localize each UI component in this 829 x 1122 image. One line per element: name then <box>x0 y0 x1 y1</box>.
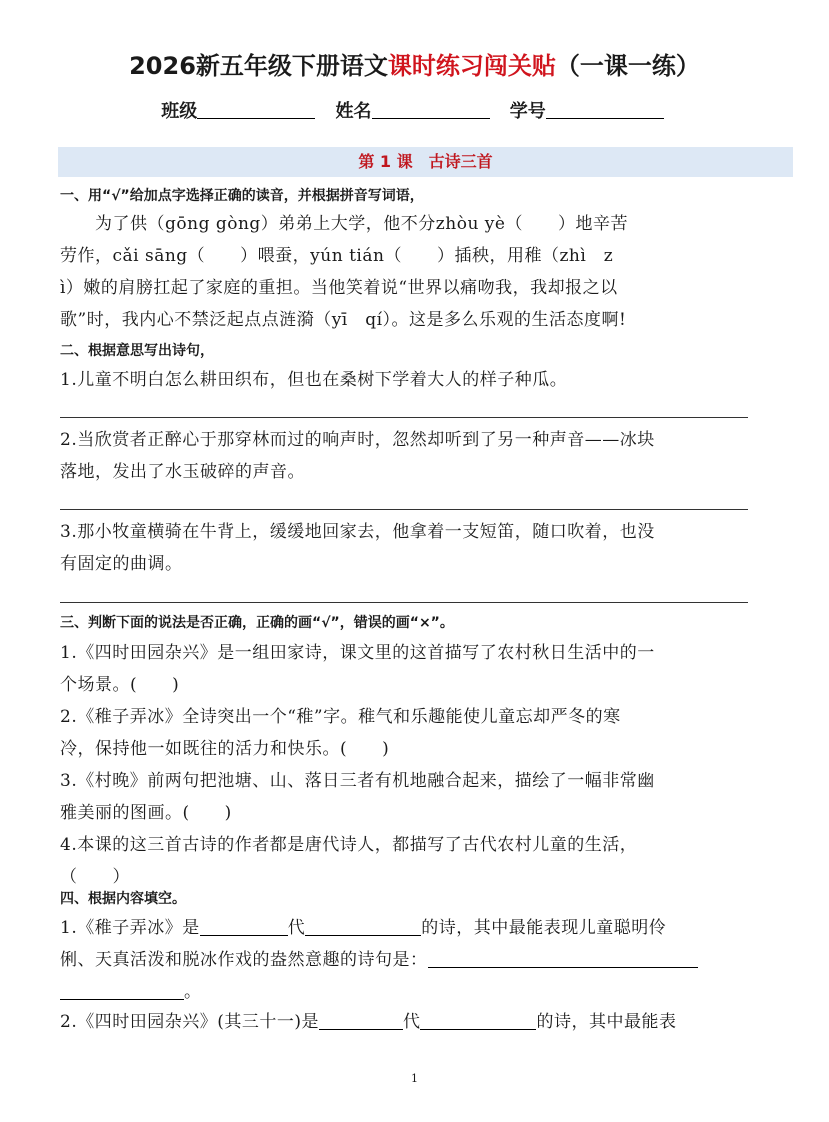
class-label: 班级 <box>161 101 198 122</box>
section1-line: 歌”时，我内心不禁泛起点点涟漪（yī qí）。这是多么乐观的生活态度啊! <box>60 310 627 330</box>
page-number: 1 <box>411 1072 418 1085</box>
title-highlight: 课时练习闯关贴 <box>387 52 556 80</box>
class-field[interactable] <box>197 100 315 119</box>
q2-line: 2.当欣赏者正醉心于那穿林而过的响声时，忽然却听到了另一种声音——冰块 <box>60 430 655 450</box>
q2-text: 2.《四时田园杂兴》(其三十一)是 <box>60 1012 319 1032</box>
section2-heading: 二、根据意思写出诗句， <box>60 343 214 359</box>
q3-line: 有固定的曲调。 <box>60 554 183 574</box>
q1-text: 代 <box>287 918 306 938</box>
section3-heading: 三、判断下面的说法是否正确，正确的画“√”，错误的画“×”。 <box>60 615 454 631</box>
judge-line: 3.《村晚》前两句把池塘、山、落日三者有机地融合起来，描绘了一幅非常幽 <box>60 771 655 791</box>
q1-text: 的诗，其中最能表现儿童聪明伶 <box>421 918 667 938</box>
q2-line: 落地，发出了水玉破碎的声音。 <box>60 462 305 482</box>
title-main: 2026新五年级下册语文 <box>129 52 388 80</box>
section1-line: ì）嫩的肩膀扛起了家庭的重担。当他笑着说“世界以痛吻我，我却报之以 <box>60 278 618 298</box>
name-field[interactable] <box>372 100 490 119</box>
q2-text: 代 <box>402 1012 421 1032</box>
q1-text: 1.《稚子弄冰》是 <box>60 918 200 938</box>
section2-q2 <box>60 424 780 488</box>
section2-q1: 1.儿童不明白怎么耕田织布，但也在桑树下学着大人的样子种瓜。 <box>60 370 568 390</box>
author-blank[interactable] <box>305 917 421 936</box>
judge-line: 4.本课的这三首古诗的作者都是唐代诗人，都描写了古代农村儿童的生活， <box>60 835 638 855</box>
judge-line: 雅美丽的图画。( ) <box>60 803 232 823</box>
judge-line: （ ） <box>60 867 130 887</box>
poem-line-blank[interactable] <box>60 981 184 1000</box>
id-field[interactable] <box>546 100 664 119</box>
student-info-row <box>0 97 829 123</box>
name-label: 姓名 <box>335 101 372 122</box>
section2-q3 <box>60 516 780 580</box>
section1-paragraph <box>60 208 780 336</box>
section1-heading: 一、用“√”给加点字选择正确的读音，并根据拼音写词语， <box>60 188 424 204</box>
q3-line: 3.那小牧童横骑在牛背上，缓缓地回家去，他拿着一支短笛，随口吹着，也没 <box>60 522 655 542</box>
judge-line: 1.《四时田园杂兴》是一组田家诗，课文里的这首描写了农村秋日生活中的一 <box>60 643 655 663</box>
page-title <box>0 46 829 81</box>
judge-line: 个场景。( ) <box>60 675 180 695</box>
section4-q1 <box>60 912 780 1008</box>
q1-text: 俐、天真活泼和脱冰作戏的盎然意趣的诗句是： <box>60 950 428 970</box>
section1-line: 为了供（gōng gòng）弟弟上大学，他不分zhòu yè（ ）地辛苦 <box>60 214 628 234</box>
answer-line[interactable] <box>60 601 748 603</box>
judge-line: 冷，保持他一如既往的活力和快乐。( ) <box>60 739 390 759</box>
judge-line: 2.《稚子弄冰》全诗突出一个“稚”字。稚气和乐趣能使儿童忘却严冬的寒 <box>60 707 621 727</box>
answer-line[interactable] <box>60 508 748 510</box>
dynasty-blank[interactable] <box>200 917 288 936</box>
title-tail: （一课一练） <box>555 52 700 80</box>
section1-line: 劳作，cǎi sāng（ ）喂蚕，yún tián（ ）插秧，用稚（zhì z <box>60 246 614 266</box>
id-label: 学号 <box>509 101 546 122</box>
section4-heading: 四、根据内容填空。 <box>60 891 186 907</box>
lesson-banner: 第 1 课 古诗三首 <box>58 147 793 177</box>
q1-text: 。 <box>184 982 202 1002</box>
author-blank[interactable] <box>420 1011 536 1030</box>
section3-items <box>60 637 780 893</box>
answer-line[interactable] <box>60 416 748 418</box>
poem-line-blank[interactable] <box>428 949 698 968</box>
q2-text: 的诗，其中最能表 <box>536 1012 677 1032</box>
dynasty-blank[interactable] <box>319 1011 403 1030</box>
section4-q2 <box>60 1006 780 1038</box>
